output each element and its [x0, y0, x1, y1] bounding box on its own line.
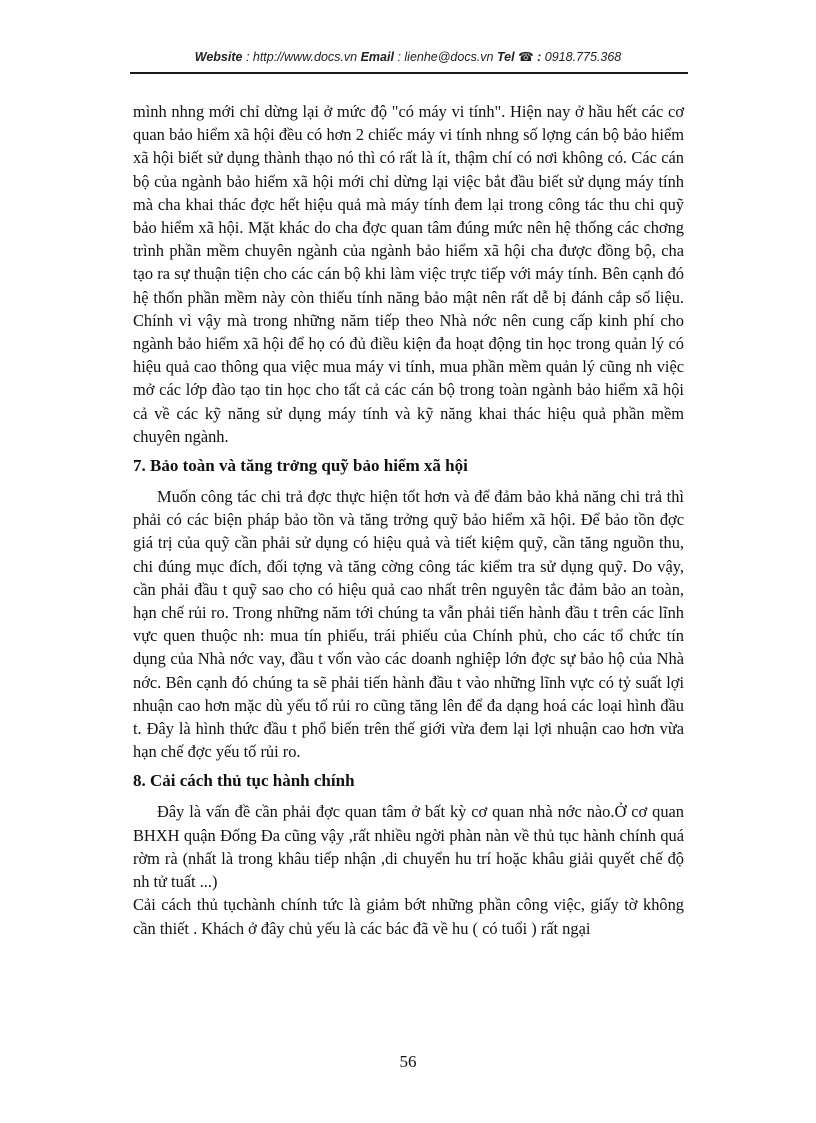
paragraph-4: Cải cách thủ tụchành chính tức là giảm bớt những phần công việc, giấy tờ không cần thiết . Khách ở đây chủ yếu là các bác đã về hu ( có tuổi ) rất ngại — [133, 895, 684, 938]
paragraph-3: Đây là vấn đề cần phải đợc quan tâm ở bất kỳ cơ quan nhà nớc nào.Ở cơ quan BHXH quận Đống Đa cũng vậy ,rất nhiều ngời phàn nàn về thủ tục hành chính quá rờm rà (nhất là trong khâu tiếp nhận ,di chuyển hu trí hoặc khâu giải quyết chế độ nh tử tuất ...) — [133, 802, 684, 892]
page-number: 56 — [399, 1052, 417, 1071]
email-label: Email — [360, 50, 394, 64]
email-value: : lienhe@docs.vn — [397, 50, 494, 64]
paragraph-2: Muốn công tác chi trả đợc thực hiện tốt hơn và để đảm bảo khả năng chi trả thì phải có các biện pháp bảo tồn và tăng trởng quỹ bảo hiểm xã hội. Để bảo tồn đợc giá trị của quỹ cần phải sử dụng có hiệu quả và tiết kiệm quỹ, cần tăng nguồn thu, chi đúng mục đích, đối tợng và tăng cờng công tác kiểm tra sử dụng quỹ. Do vậy, cần phải đầu t quỹ sao cho có hiệu quả cao nhất trên nguyên tắc đảm bảo an toàn, hạn chế rủi ro. Trong những năm tới chúng ta vẫn phải tiến hành đầu t trên các lĩnh vực quen thuộc nh: mua tín phiếu, trái phiếu của Chính phủ, cho các tổ chức tín dụng của Nhà nớc vay, đầu t vốn vào các doanh nghiệp lớn đợc sự bảo hộ của Nhà nớc. Bên cạnh đó chúng ta sẽ phải tiến hành đầu t vào những lĩnh vực có tỷ suất lợi nhuận cao hơn mặc dù yếu tố rủi ro cũng tăng lên để đa dạng hoá các loại hình đầu t. Đây là hình thức đầu t phổ biến trên thế giới vừa đem lại lợi nhuận cao hơn vừa hạn chế đợc yếu tố rủi ro. — [133, 487, 684, 762]
section-heading-7: 7. Bảo toàn và tăng trởng quỹ bảo hiểm xã hội — [133, 456, 468, 476]
header-rule — [130, 72, 688, 74]
tel-label: Tel ☎ : — [497, 50, 542, 64]
page-header — [0, 49, 816, 64]
website-value: : http://www.docs.vn — [245, 50, 358, 64]
website-label: Website — [194, 50, 243, 64]
document-body — [133, 100, 684, 940]
paragraph-1: mình nhng mới chỉ dừng lại ở mức độ "có máy vi tính". Hiện nay ở hầu hết các cơ quan bảo hiểm xã hội đều có hơn 2 chiếc máy vi tính nhng số lợng cán bộ bảo hiểm xã hội biết sử dụng thành thạo nó thì có rất là ít, thậm chí có nơi không có. Các cán bộ của ngành bảo hiểm xã hội mới chỉ dừng lại việc bắt đầu biết sử dụng máy tính mà cha khai thác đợc hết hiệu quả mà máy tính đem lại trong công tác thu chi quỹ bảo hiểm xã hội. Mặt khác do cha đợc quan tâm đúng mức nên hệ thống các chơng trình phần mềm chuyên ngành của ngành bảo hiểm xã hội cha được đồng bộ, cha tạo ra sự thuận tiện cho các cán bộ khi làm việc trực tiếp với máy tính. Bên cạnh đó hệ thốn phần mềm này còn thiếu tính năng bảo mật nên rất dễ bị đánh cắp số liệu. Chính vì vậy mà trong những năm tiếp theo Nhà nớc nên cung cấp kinh phí cho ngành bảo hiểm xã hội để họ có đủ điều kiện đa hoạt động tin học trong quản lý có hiệu quả cao thông qua việc mua máy vi tính, mua phần mềm quản lý cũng nh việc mở các lớp đào tạo tin học cho tất cả các cán bộ trong toàn ngành bảo hiểm xã hội cả về các kỹ năng sử dụng máy tính và kỹ năng khai thác hiệu quả phần mềm chuyên ngành. — [133, 102, 684, 446]
tel-value: 0918.775.368 — [544, 50, 622, 64]
section-heading-8: 8. Cải cách thủ tục hành chính — [133, 771, 355, 791]
